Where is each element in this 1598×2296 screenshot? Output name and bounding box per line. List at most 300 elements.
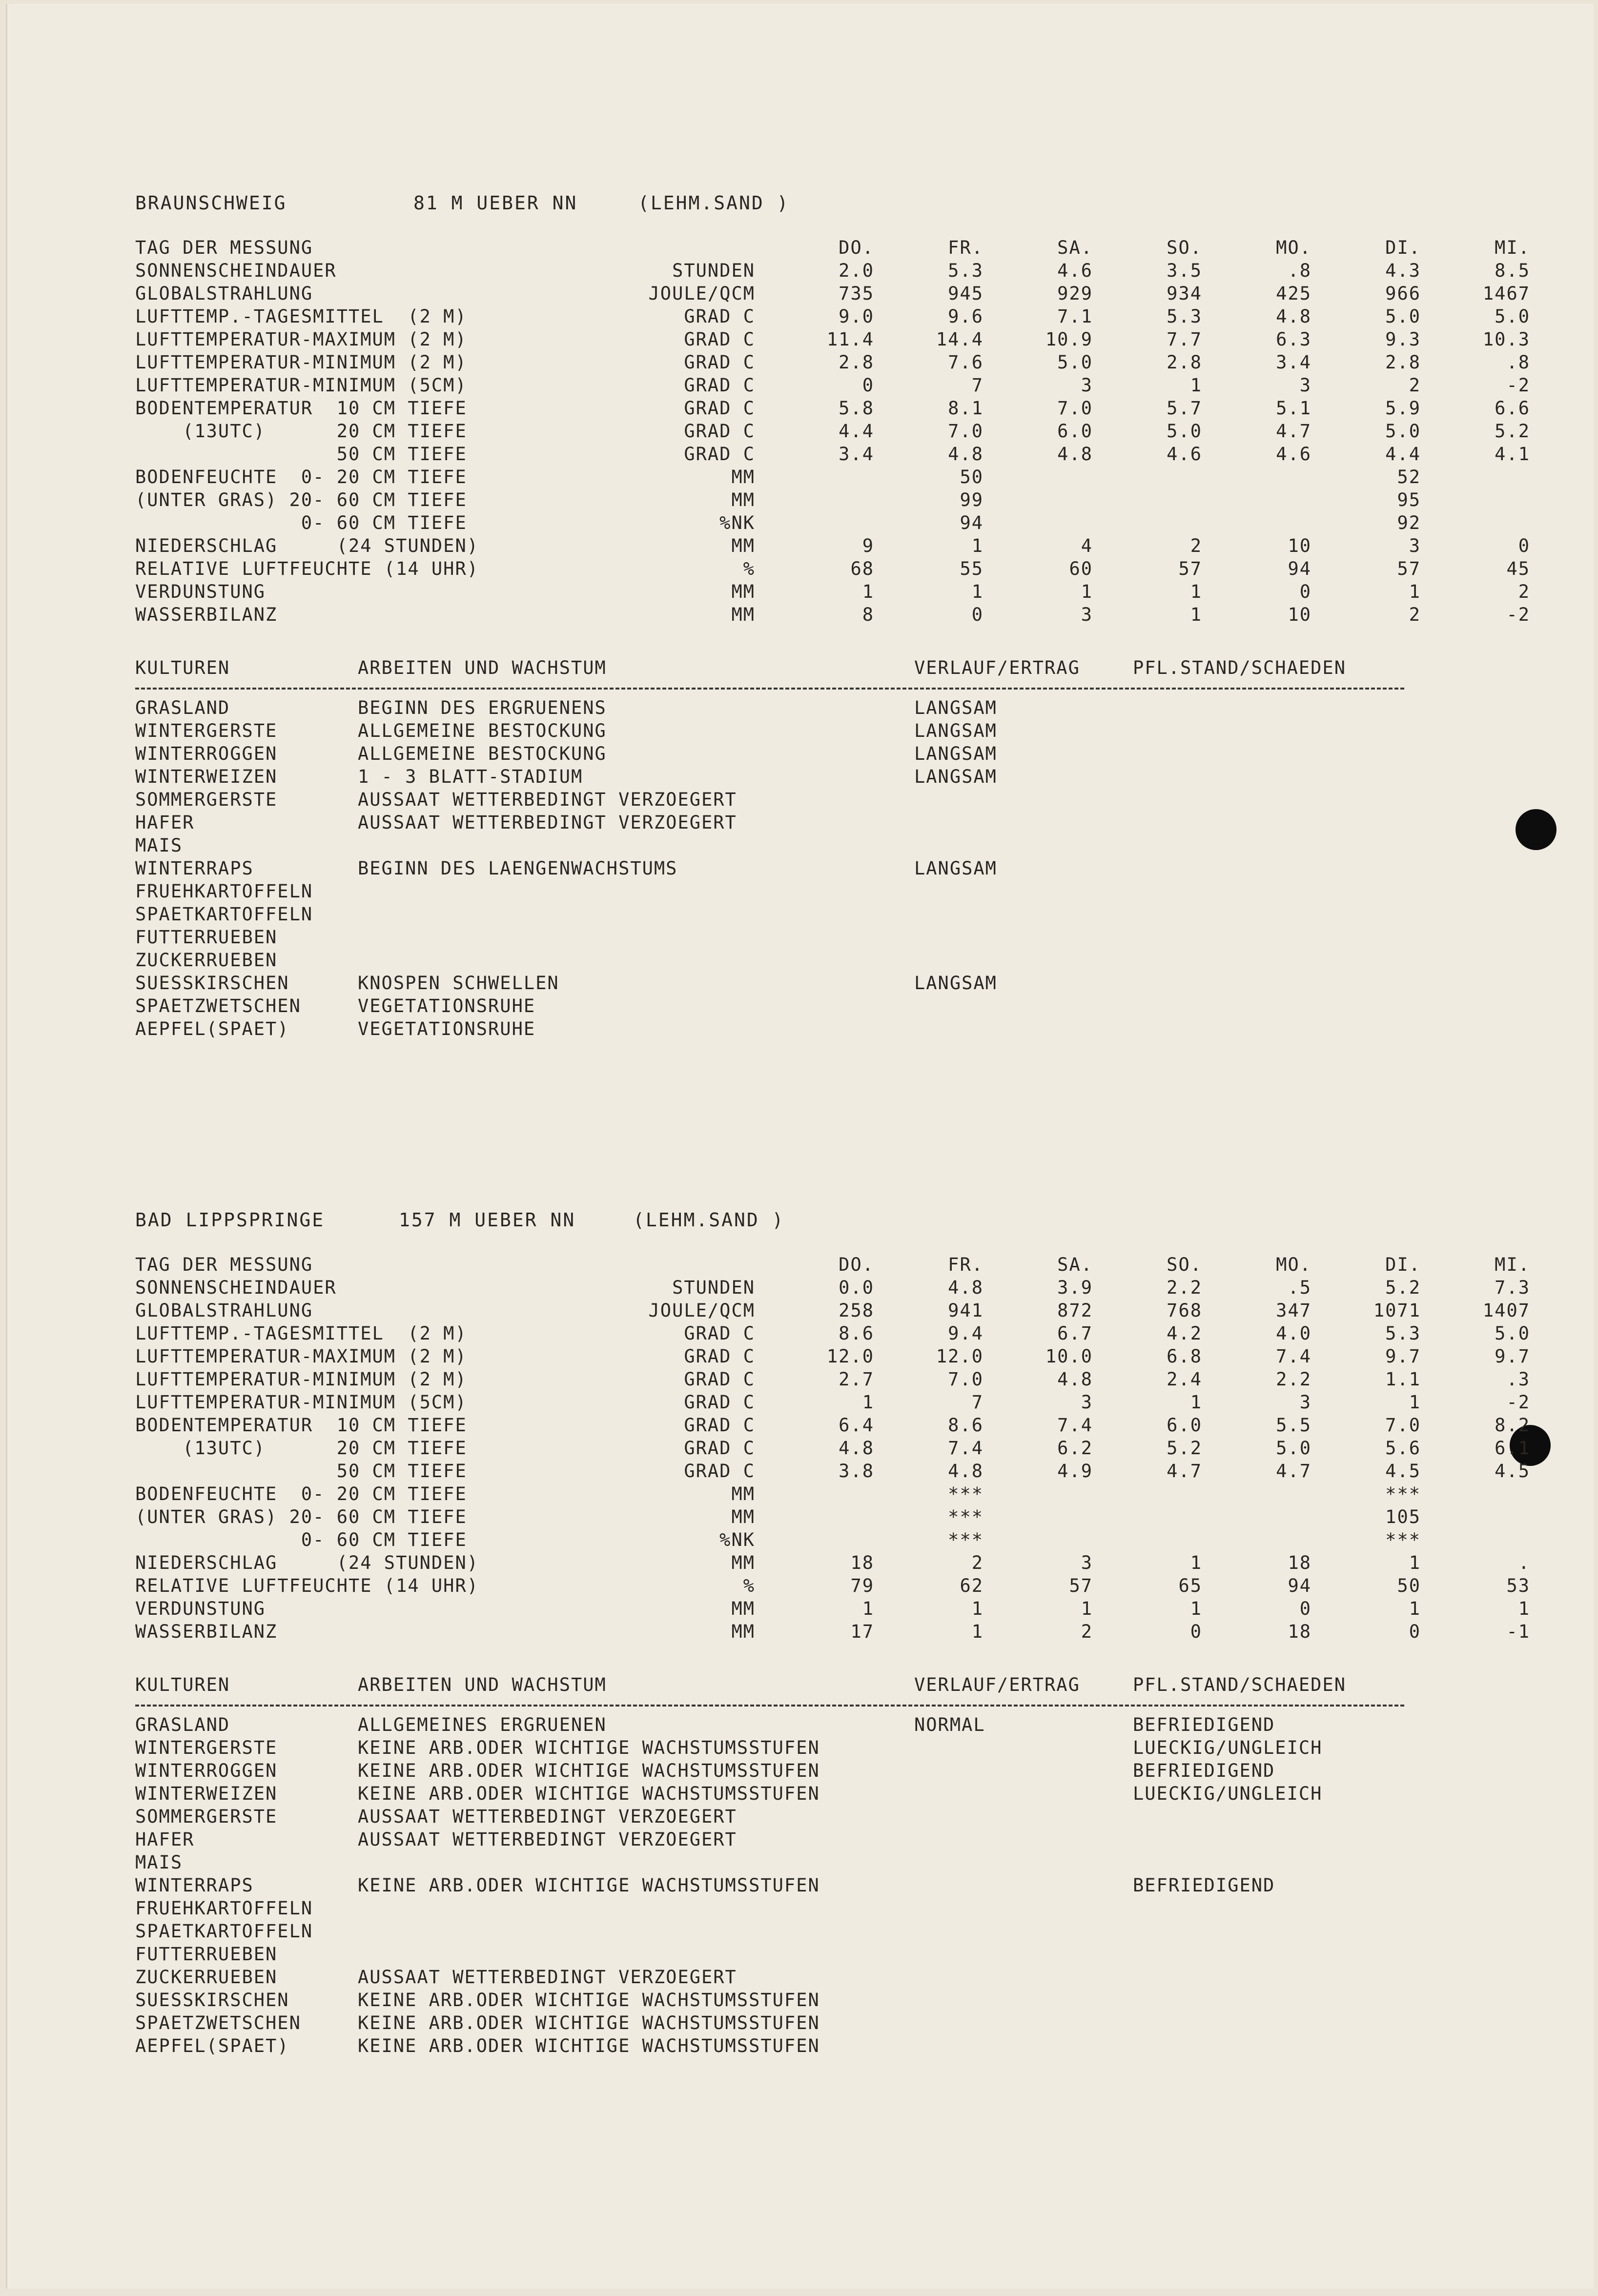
measurement-value: 2.2: [1167, 1277, 1202, 1298]
measurement-value: 1: [1190, 604, 1202, 625]
crop-row: [135, 1851, 1404, 1874]
measurement-value: 6.8: [1167, 1346, 1202, 1367]
measurement-value: 1: [1190, 581, 1202, 602]
measurement-value: 966: [1385, 283, 1421, 304]
measurement-value: 1: [862, 581, 874, 602]
crop-col-arbeiten: ARBEITEN UND WACHSTUM: [358, 657, 607, 678]
measurement-label: SONNENSCHEINDAUER: [135, 1277, 337, 1298]
measurement-value: 94: [960, 512, 983, 533]
measurement-value: 3: [1299, 1392, 1311, 1413]
measurement-value: 1: [971, 535, 983, 556]
measurement-value: 5.2: [1167, 1438, 1202, 1459]
measurement-row: [135, 328, 1535, 351]
day-header: DI.: [1385, 1254, 1421, 1275]
measurement-row: [135, 1505, 1535, 1528]
measurement-label: NIEDERSCHLAG (24 STUNDEN): [135, 1552, 479, 1573]
measurement-unit: GRAD C: [684, 1415, 755, 1436]
measurement-label: LUFTTEMPERATUR-MAXIMUM (2 M): [135, 1346, 467, 1367]
measurement-value: 65: [1178, 1575, 1202, 1596]
measurement-value: 5.1: [1276, 398, 1311, 419]
measurement-value: 9: [862, 535, 874, 556]
measurement-value: 6.3: [1276, 329, 1311, 350]
measurement-value: 7.6: [948, 352, 983, 373]
measurement-value: [1426, 488, 1535, 511]
crop-work: KEINE ARB.ODER WICHTIGE WACHSTUMSSTUFEN: [358, 1737, 820, 1758]
station-header: [135, 192, 1404, 216]
station-name: BAD LIPPSPRINGE: [135, 1209, 325, 1231]
measurement-value: 5.3: [1385, 1323, 1421, 1344]
measurement-value: 10.0: [1045, 1346, 1093, 1367]
measurement-value: 7.0: [1385, 1415, 1421, 1436]
measurement-value: [1098, 1505, 1207, 1528]
crop-col-pfl-stand: PFL.STAND/SCHAEDEN: [1133, 657, 1346, 678]
crop-name: ZUCKERRUEBEN: [135, 950, 278, 971]
measurement-value: 2.8: [839, 352, 874, 373]
measurement-value: 3: [1081, 1552, 1093, 1573]
measurement-value: 0: [971, 604, 983, 625]
measurement-value: 68: [850, 558, 874, 579]
measurement-value: ***: [1385, 1529, 1421, 1550]
crop-col-kulturen: KULTUREN: [135, 1674, 230, 1695]
measurement-value: 2.7: [839, 1369, 874, 1390]
crop-col-verlauf: VERLAUF/ERTRAG: [914, 1674, 1080, 1695]
crop-row: [135, 719, 1404, 742]
day-header: DI.: [1385, 237, 1421, 258]
measurement-unit: MM: [731, 1483, 755, 1504]
measurement-unit: STUNDEN: [672, 1277, 755, 1298]
measurement-value: 5.7: [1167, 398, 1202, 419]
measurement-row: [135, 511, 1535, 534]
measurement-label: LUFTTEMP.-TAGESMITTEL (2 M): [135, 1323, 467, 1344]
measurement-value: 7.4: [948, 1438, 983, 1459]
measurement-value: [770, 1528, 879, 1551]
measurement-value: 1: [862, 1598, 874, 1619]
measurement-value: .8: [1506, 352, 1530, 373]
measurement-value: 18: [850, 1552, 874, 1573]
measurement-value: 5.0: [1385, 421, 1421, 442]
measurement-value: 3: [1081, 604, 1093, 625]
crop-col-kulturen: KULTUREN: [135, 657, 230, 678]
measurement-label: GLOBALSTRAHLUNG: [135, 283, 313, 304]
measurement-value: [1207, 1528, 1316, 1551]
measurement-value: 6.4: [839, 1415, 874, 1436]
measurement-row: [135, 351, 1535, 374]
crop-state: LUECKIG/UNGLEICH: [1133, 1737, 1323, 1758]
day-header: MO.: [1276, 1254, 1311, 1275]
crop-name: HAFER: [135, 1829, 195, 1850]
measurement-value: -1: [1506, 1621, 1530, 1642]
measurement-row: [135, 580, 1535, 603]
measurement-label: BODENTEMPERATUR 10 CM TIEFE: [135, 398, 467, 419]
measurement-row: [135, 305, 1535, 328]
crop-work: VEGETATIONSRUHE: [358, 996, 536, 1016]
crop-work: AUSSAAT WETTERBEDINGT VERZOEGERT: [358, 789, 737, 810]
crop-header-row: [135, 1674, 1404, 1698]
measurement-label: SONNENSCHEINDAUER: [135, 260, 337, 281]
measurement-unit: MM: [731, 535, 755, 556]
measurement-label: WASSERBILANZ: [135, 604, 278, 625]
measurement-value: 7.4: [1057, 1415, 1093, 1436]
crop-work: ALLGEMEINE BESTOCKUNG: [358, 743, 607, 764]
measurement-value: [1207, 511, 1316, 534]
measurement-label: LUFTTEMPERATUR-MINIMUM (5CM): [135, 375, 467, 396]
crop-row: [135, 834, 1404, 857]
measurement-value: 4.8: [1276, 306, 1311, 327]
measurement-value: 1: [971, 581, 983, 602]
measurement-value: 8: [862, 604, 874, 625]
crop-work: KEINE ARB.ODER WICHTIGE WACHSTUMSSTUFEN: [358, 1783, 820, 1804]
measurement-row: [135, 488, 1535, 511]
measurement-unit: MM: [731, 1598, 755, 1619]
measurement-value: 94: [1288, 1575, 1311, 1596]
measurement-value: 7.1: [1057, 306, 1093, 327]
crop-work: BEGINN DES LAENGENWACHSTUMS: [358, 858, 678, 879]
measurement-row: [135, 1299, 1535, 1322]
measurement-value: 0.0: [839, 1277, 874, 1298]
measurement-label: BODENTEMPERATUR 10 CM TIEFE: [135, 1415, 467, 1436]
measurement-value: [1207, 466, 1316, 488]
measurement-value: 57: [1397, 558, 1421, 579]
crop-row: [135, 1017, 1404, 1040]
measurement-row: [135, 1620, 1535, 1643]
crop-row: [135, 880, 1404, 903]
measurement-unit: %NK: [719, 1529, 755, 1550]
measurement-row: [135, 534, 1535, 557]
measurement-value: 4.6: [1276, 444, 1311, 465]
crop-name: SUESSKIRSCHEN: [135, 1990, 289, 2011]
measurement-value: 50: [1397, 1575, 1421, 1596]
measurement-label: GLOBALSTRAHLUNG: [135, 1300, 313, 1321]
measurement-value: 5.0: [1167, 421, 1202, 442]
measurement-value: 3.5: [1167, 260, 1202, 281]
day-header: DO.: [839, 1254, 874, 1275]
measurement-label: LUFTTEMPERATUR-MINIMUM (2 M): [135, 1369, 467, 1390]
measurement-value: 0: [1299, 581, 1311, 602]
measurement-value: 14.4: [936, 329, 983, 350]
measurement-value: [988, 466, 1098, 488]
measurement-value: 5.5: [1276, 1415, 1311, 1436]
measurement-value: 11.4: [826, 329, 874, 350]
measurement-value: 57: [1178, 558, 1202, 579]
measurement-value: 3: [1081, 1392, 1093, 1413]
measurement-value: 9.7: [1495, 1346, 1530, 1367]
crop-name: SPAETZWETSCHEN: [135, 996, 301, 1016]
measurement-value: [770, 511, 879, 534]
crop-state: LUECKIG/UNGLEICH: [1133, 1783, 1323, 1804]
crop-work: KEINE ARB.ODER WICHTIGE WACHSTUMSSTUFEN: [358, 1875, 820, 1896]
crop-progress: LANGSAM: [914, 973, 997, 994]
measurement-value: 5.0: [1385, 306, 1421, 327]
measurement-value: 5.3: [1167, 306, 1202, 327]
crop-row: [135, 1759, 1404, 1782]
measurement-unit: GRAD C: [684, 1323, 755, 1344]
crop-section: [135, 657, 1404, 1040]
measurement-value: 1407: [1482, 1300, 1530, 1321]
station-soil: (LEHM.SAND ): [638, 192, 790, 214]
measurement-value: 18: [1288, 1621, 1311, 1642]
measurement-value: 1: [1409, 581, 1421, 602]
day-header: MO.: [1276, 237, 1311, 258]
crop-work: ALLGEMEINES ERGRUENEN: [358, 1714, 607, 1735]
measurement-value: 3: [1081, 375, 1093, 396]
measurement-value: 4.8: [1057, 1369, 1093, 1390]
crop-name: SUESSKIRSCHEN: [135, 973, 289, 994]
measurement-row: [135, 1574, 1535, 1597]
measurement-unit: MM: [731, 489, 755, 510]
measurement-value: .8: [1288, 260, 1311, 281]
measurement-value: 4.8: [948, 1461, 983, 1482]
measurement-value: 0: [1409, 1621, 1421, 1642]
measurement-value: [1098, 1528, 1207, 1551]
measurement-row: [135, 603, 1535, 626]
measurement-value: 4.8: [839, 1438, 874, 1459]
measurement-value: 1: [971, 1621, 983, 1642]
measurement-value: 9.4: [948, 1323, 983, 1344]
crop-name: FRUEHKARTOFFELN: [135, 881, 313, 902]
measurement-unit: GRAD C: [684, 1392, 755, 1413]
measurement-unit: MM: [731, 467, 755, 488]
crop-progress: LANGSAM: [914, 743, 997, 764]
measurement-value: 1: [1190, 1552, 1202, 1573]
crop-row: [135, 1805, 1404, 1828]
measurement-value: .5: [1288, 1277, 1311, 1298]
measurement-unit: %: [743, 1575, 755, 1596]
measurement-value: 1: [1081, 1598, 1093, 1619]
measurement-value: 3: [1409, 535, 1421, 556]
measurement-value: [1098, 511, 1207, 534]
crop-section: [135, 1674, 1404, 2057]
measurement-value: [1207, 1505, 1316, 1528]
crop-name: FUTTERRUEBEN: [135, 927, 278, 948]
measurement-value: 7.3: [1495, 1277, 1530, 1298]
crop-row: [135, 926, 1404, 949]
measurement-value: 4.8: [948, 1277, 983, 1298]
measurement-value: 8.2: [1495, 1415, 1530, 1436]
measurement-value: 425: [1276, 283, 1311, 304]
crop-name: FUTTERRUEBEN: [135, 1944, 278, 1965]
measurement-value: 4.7: [1276, 421, 1311, 442]
crop-row: [135, 972, 1404, 995]
measurement-unit: GRAD C: [684, 444, 755, 465]
crop-row: [135, 857, 1404, 880]
measurement-unit: GRAD C: [684, 421, 755, 442]
measurement-value: 1.1: [1385, 1369, 1421, 1390]
measurement-value: 60: [1069, 558, 1093, 579]
crop-work: BEGINN DES ERGRUENENS: [358, 697, 607, 718]
crop-name: WINTERGERSTE: [135, 720, 278, 741]
measurement-value: -2: [1506, 375, 1530, 396]
measurement-row: [135, 374, 1535, 397]
measurement-value: 872: [1057, 1300, 1093, 1321]
measurement-value: [988, 1505, 1098, 1528]
station-report-bad-lippspringe: [135, 1209, 1530, 2057]
measurement-value: 57: [1069, 1575, 1093, 1596]
measurement-value: 6.7: [1057, 1323, 1093, 1344]
measurement-value: [1098, 466, 1207, 488]
measurement-value: 945: [948, 283, 983, 304]
crop-work: KEINE ARB.ODER WICHTIGE WACHSTUMSSTUFEN: [358, 1760, 820, 1781]
measurement-value: 55: [960, 558, 983, 579]
measurement-value: 2.2: [1276, 1369, 1311, 1390]
measurement-value: 0: [1299, 1598, 1311, 1619]
measurement-value: 10.3: [1482, 329, 1530, 350]
measurement-row: [135, 1597, 1535, 1620]
measurement-value: 0: [862, 375, 874, 396]
measurement-value: 2.8: [1385, 352, 1421, 373]
measurement-label: LUFTTEMPERATUR-MINIMUM (5CM): [135, 1392, 467, 1413]
crop-name: WINTERRAPS: [135, 1875, 254, 1896]
measurement-value: 3.8: [839, 1461, 874, 1482]
measurement-value: [1426, 466, 1535, 488]
measurement-value: 17: [850, 1621, 874, 1642]
measurement-value: 2: [1518, 581, 1530, 602]
crop-row: [135, 811, 1404, 834]
measurement-value: 1: [1409, 1392, 1421, 1413]
measurement-value: 6.2: [1057, 1438, 1093, 1459]
measurement-label: VERDUNSTUNG: [135, 581, 266, 602]
measurement-value: 7.7: [1167, 329, 1202, 350]
measurement-value: 4.7: [1167, 1461, 1202, 1482]
measurement-value: 347: [1276, 1300, 1311, 1321]
measurement-value: 5.2: [1385, 1277, 1421, 1298]
measurement-value: 3.4: [839, 444, 874, 465]
measurement-row: [135, 282, 1535, 305]
crop-name: SPAETKARTOFFELN: [135, 904, 313, 925]
measurement-value: 99: [960, 489, 983, 510]
crop-row: [135, 2012, 1404, 2034]
measurement-value: [1098, 1483, 1207, 1505]
measurement-unit: JOULE/QCM: [648, 283, 755, 304]
measurement-unit: GRAD C: [684, 1461, 755, 1482]
days-label: TAG DER MESSUNG: [135, 237, 313, 258]
measurement-value: [770, 466, 879, 488]
measurement-label: (13UTC) 20 CM TIEFE: [135, 1438, 467, 1459]
dashed-divider: [135, 688, 1404, 690]
measurement-row: [135, 443, 1535, 466]
crop-name: WINTERRAPS: [135, 858, 254, 879]
measurement-value: ***: [1385, 1483, 1421, 1504]
days-label: TAG DER MESSUNG: [135, 1254, 313, 1275]
measurement-unit: JOULE/QCM: [648, 1300, 755, 1321]
measurement-value: 1: [971, 1598, 983, 1619]
measurement-unit: GRAD C: [684, 375, 755, 396]
measurement-value: 1: [1409, 1598, 1421, 1619]
measurement-row: [135, 397, 1535, 420]
station-name: BRAUNSCHWEIG: [135, 192, 287, 214]
measurement-value: 3.9: [1057, 1277, 1093, 1298]
measurement-value: 5.8: [839, 398, 874, 419]
measurement-value: 8.6: [948, 1415, 983, 1436]
measurement-value: 7: [971, 375, 983, 396]
crop-col-pfl-stand: PFL.STAND/SCHAEDEN: [1133, 1674, 1346, 1695]
measurement-value: 8.5: [1495, 260, 1530, 281]
measurement-row: [135, 1322, 1535, 1345]
crop-name: WINTERWEIZEN: [135, 766, 278, 787]
measurement-value: [1207, 1483, 1316, 1505]
measurement-value: 1: [1518, 1598, 1530, 1619]
crop-row: [135, 1828, 1404, 1851]
measurement-unit: %: [743, 558, 755, 579]
measurement-value: 7.4: [1276, 1346, 1311, 1367]
punch-hole-top: [1516, 809, 1557, 850]
measurement-unit: GRAD C: [684, 1438, 755, 1459]
measurement-header-row: [135, 1253, 1535, 1276]
crop-name: SPAETZWETSCHEN: [135, 2012, 301, 2033]
measurement-label: (UNTER GRAS) 20- 60 CM TIEFE: [135, 1506, 467, 1527]
measurement-unit: MM: [731, 1552, 755, 1573]
day-header: MI.: [1495, 237, 1530, 258]
measurement-label: 0- 60 CM TIEFE: [135, 512, 467, 533]
crop-work: KEINE ARB.ODER WICHTIGE WACHSTUMSSTUFEN: [358, 2035, 820, 2056]
crop-name: AEPFEL(SPAET): [135, 2035, 289, 2056]
crop-name: WINTERROGGEN: [135, 743, 278, 764]
measurement-value: 1: [1081, 581, 1093, 602]
crop-row: [135, 742, 1404, 765]
measurement-value: 5.0: [1495, 306, 1530, 327]
crop-name: MAIS: [135, 835, 183, 856]
crop-row: [135, 1897, 1404, 1920]
measurement-value: 929: [1057, 283, 1093, 304]
measurement-value: 258: [839, 1300, 874, 1321]
station-elevation: 81 M UEBER NN: [413, 192, 578, 214]
crop-work: KNOSPEN SCHWELLEN: [358, 973, 559, 994]
measurement-value: 4.4: [839, 421, 874, 442]
crop-name: WINTERWEIZEN: [135, 1783, 278, 1804]
measurement-value: 735: [839, 283, 874, 304]
crop-row: [135, 1920, 1404, 1943]
measurement-label: NIEDERSCHLAG (24 STUNDEN): [135, 535, 479, 556]
measurement-value: 3.4: [1276, 352, 1311, 373]
measurement-value: 8.6: [839, 1323, 874, 1344]
measurement-row: [135, 557, 1535, 580]
measurement-value: 7.0: [1057, 398, 1093, 419]
measurement-value: 10: [1288, 604, 1311, 625]
crop-name: GRASLAND: [135, 1714, 230, 1735]
measurement-value: 62: [960, 1575, 983, 1596]
measurement-header-row: [135, 236, 1535, 259]
crop-row: [135, 2034, 1404, 2057]
measurement-row: [135, 1437, 1535, 1460]
crop-progress: LANGSAM: [914, 766, 997, 787]
measurement-value: 2.0: [839, 260, 874, 281]
measurement-unit: GRAD C: [684, 1346, 755, 1367]
day-header: SO.: [1167, 1254, 1202, 1275]
measurement-unit: MM: [731, 1506, 755, 1527]
station-elevation: 157 M UEBER NN: [399, 1209, 576, 1231]
crop-name: SOMMERGERSTE: [135, 789, 278, 810]
measurement-unit: GRAD C: [684, 352, 755, 373]
measurement-value: 94: [1288, 558, 1311, 579]
measurement-row: [135, 1276, 1535, 1299]
measurement-unit: GRAD C: [684, 306, 755, 327]
crop-row: [135, 1736, 1404, 1759]
crop-name: WINTERROGGEN: [135, 1760, 278, 1781]
crop-progress: LANGSAM: [914, 720, 997, 741]
document-page: [6, 4, 1594, 2289]
measurement-row: [135, 1528, 1535, 1551]
measurement-value: 6.6: [1495, 398, 1530, 419]
crop-row: [135, 1989, 1404, 2012]
measurement-value: 5.0: [1495, 1323, 1530, 1344]
unit-header: [623, 236, 770, 259]
measurement-label: RELATIVE LUFTFEUCHTE (14 UHR): [135, 558, 479, 579]
crop-col-verlauf: VERLAUF/ERTRAG: [914, 657, 1080, 678]
measurement-value: 95: [1397, 489, 1421, 510]
measurement-unit: %NK: [719, 512, 755, 533]
crop-name: AEPFEL(SPAET): [135, 1018, 289, 1039]
crop-row: [135, 1713, 1404, 1736]
measurement-unit: MM: [731, 604, 755, 625]
